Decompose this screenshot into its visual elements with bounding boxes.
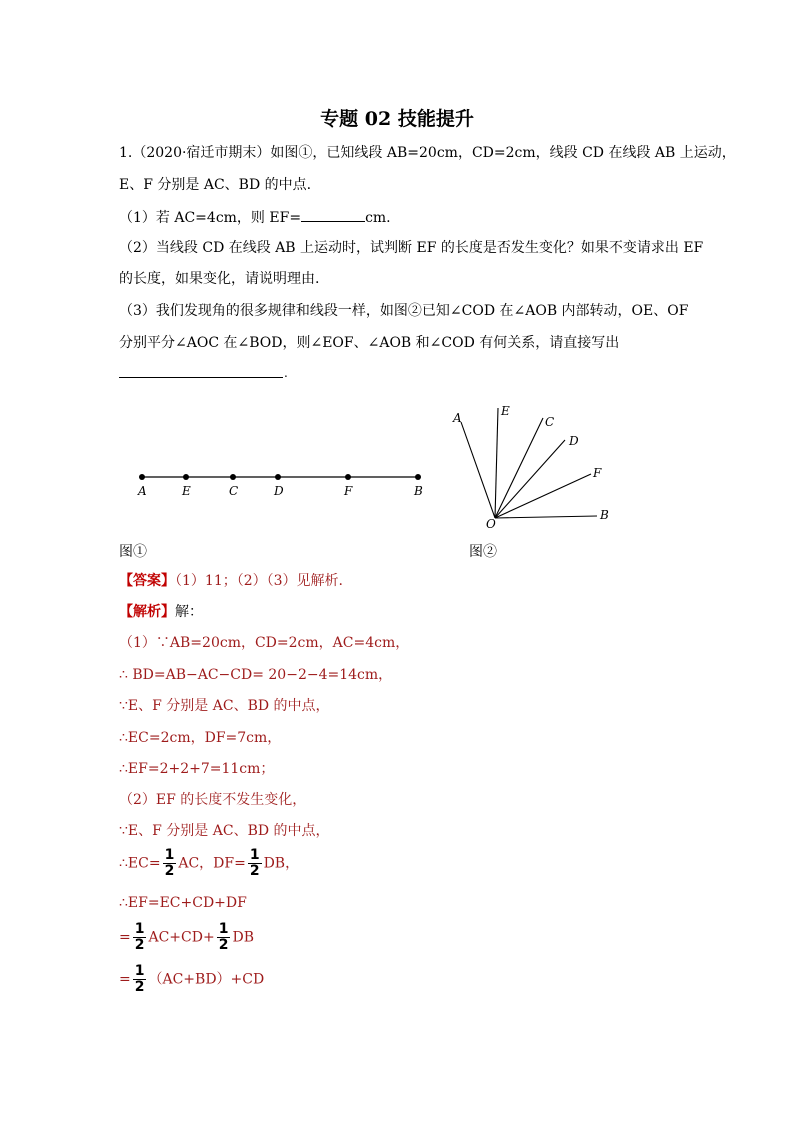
point-label-o: O [486, 517, 496, 531]
analysis-step-3: ∵E、F 分别是 AC、BD 的中点， [119, 698, 330, 714]
part2-line-1: （2）当线段 CD 在线段 AB 上运动时，试判断 EF 的长度是否发生变化？如果不变请求出 EF [119, 240, 704, 256]
part3-end: . [284, 366, 288, 380]
figure-2-angles [445, 400, 620, 535]
analysis-step-6: （2）EF 的长度不发生变化， [119, 792, 307, 808]
eq1-part-b: AC+CD+ [148, 929, 215, 946]
half-fraction [133, 922, 147, 953]
analysis-step-4: ∴EC=2cm，DF=7cm， [119, 730, 282, 746]
ray-oe [495, 408, 498, 518]
point-label-c: C [229, 484, 239, 498]
frac-numerator: 1 [218, 921, 229, 937]
analysis-eq-line-2 [119, 964, 264, 995]
part1-line [119, 207, 391, 228]
point-d [275, 474, 281, 480]
point-label-f: F [344, 484, 353, 498]
page-title: 专题 02 技能提升 [320, 108, 474, 130]
half-fraction [248, 848, 262, 879]
point-label-d: D [274, 484, 284, 498]
ray-oa [461, 422, 495, 518]
point-label-b: B [414, 484, 423, 498]
frac-line-part-a: ∴EC= [119, 855, 161, 872]
analysis-tag: 【解析】 [119, 604, 175, 620]
analysis-step-7: ∵E、F 分别是 AC、BD 的中点， [119, 823, 330, 839]
point-a [139, 474, 145, 480]
point-b [415, 474, 421, 480]
frac-denominator: 2 [134, 937, 145, 953]
question-line-1: 1.（2020·宿迁市期末）如图①，已知线段 AB=20cm，CD=2cm，线段 CD 在线段 AB 上运动， [119, 145, 736, 161]
frac-line-part-b: AC，DF= [178, 855, 246, 872]
ray-of [495, 474, 591, 518]
eq2-part-a: = [119, 971, 131, 988]
frac-numerator: 1 [164, 847, 175, 863]
half-fraction [133, 964, 147, 995]
frac-denominator: 2 [134, 979, 145, 995]
analysis-step-2: ∴ BD=AB−AC−CD= 20−2−4=14cm， [119, 667, 393, 683]
ray-ob [495, 516, 597, 518]
part1-text: （1）若 AC=4cm，则 EF= [119, 210, 302, 226]
analysis-step-5: ∴EF=2+2+7=11cm； [119, 761, 275, 777]
ray-label-b: B [600, 508, 609, 522]
ray-label-e: E [501, 404, 510, 418]
ray-oc [495, 418, 543, 518]
part1-unit: cm. [365, 210, 391, 226]
figure-1-caption: 图① [119, 544, 147, 560]
point-c [230, 474, 236, 480]
figure-1-segment [130, 465, 430, 505]
part3-answer-blank [119, 377, 283, 378]
analysis-fraction-line [119, 848, 299, 879]
figure-2-caption: 图② [469, 544, 497, 560]
frac-numerator: 1 [249, 847, 260, 863]
point-label-e: E [182, 484, 191, 498]
frac-denominator: 2 [218, 937, 229, 953]
analysis-intro: 解： [175, 604, 203, 620]
analysis-line [119, 602, 203, 622]
eq1-part-c: DB [232, 929, 254, 946]
ray-label-c: C [545, 415, 555, 429]
analysis-step-1: （1）∵AB=20cm，CD=2cm，AC=4cm， [119, 635, 410, 651]
analysis-eq-line-1 [119, 922, 254, 953]
frac-numerator: 1 [134, 921, 145, 937]
ray-label-d: D [569, 434, 579, 448]
part1-blank [301, 207, 365, 222]
ray-label-a: A [453, 411, 462, 425]
frac-denominator: 2 [249, 863, 260, 879]
frac-denominator: 2 [164, 863, 175, 879]
point-e [183, 474, 189, 480]
ray-label-f: F [593, 466, 602, 480]
point-f [345, 474, 351, 480]
half-fraction [217, 922, 231, 953]
eq2-part-b: （AC+BD）+CD [148, 971, 265, 988]
answer-line [119, 571, 343, 591]
analysis-sum-line: ∴EF=EC+CD+DF [119, 895, 247, 911]
answer-tag: 【答案】 [119, 573, 175, 589]
question-line-2: E、F 分别是 AC、BD 的中点. [119, 177, 312, 193]
part2-line-2: 的长度，如果变化，请说明理由. [119, 271, 320, 287]
eq1-part-a: = [119, 929, 131, 946]
frac-line-part-c: DB， [263, 855, 300, 872]
point-label-a: A [138, 484, 147, 498]
half-fraction [163, 848, 177, 879]
part3-line-2: 分别平分∠AOC 在∠BOD，则∠EOF、∠AOB 和∠COD 有何关系，请直接写出 [119, 335, 620, 351]
ray-od [495, 440, 565, 518]
part3-line-1: （3）我们发现角的很多规律和线段一样，如图②已知∠COD 在∠AOB 内部转动，OE、OF [119, 303, 689, 319]
frac-numerator: 1 [134, 963, 145, 979]
answer-text: （1）11；（2）（3）见解析. [175, 573, 343, 589]
